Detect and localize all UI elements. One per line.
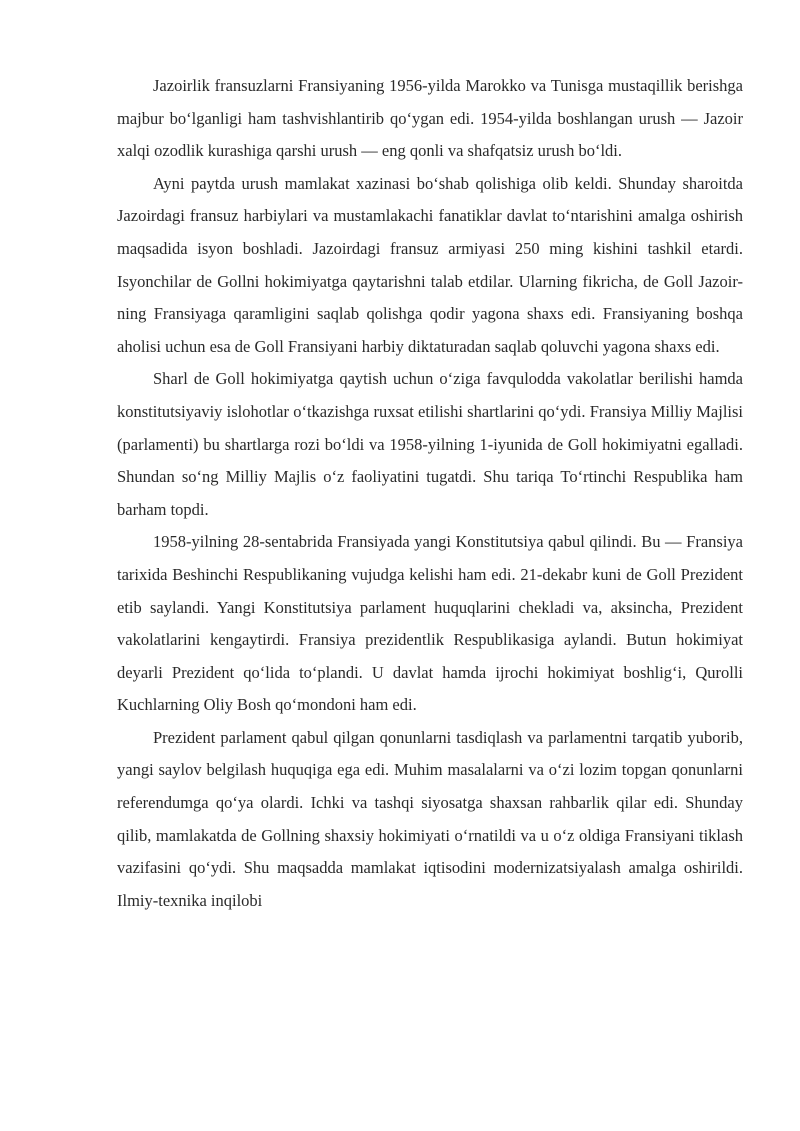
paragraph-military-revolt: Ayni paytda urush mamlakat xazinasi bo‘shab qolishiga olib keldi. Shunday sharoitda Jazoirdagi fransuz harbiylari va mustamlakachi fanatiklar davlat to‘ntarishini amalga oshirish maqsadida isyon boshladi. Jazoirdagi fransuz armiyasi 250 ming kishini tashkil etardi. Isyonchilar de Gollni hokimiyatga qaytarishni talab etdilar. Ularning fikricha, de Goll Jazoir- ning Fransiyaga qaramligini saqlab qolishga qodir yagona shaxs edi. Fransiyaning boshqa aholisi uchun esa de Goll Fransiyani harbiy diktaturadan saqlab qoluvchi yagona shaxs edi. [117, 173, 743, 356]
paragraph-fifth-republic: 1958-yilning 28-sentabrida Fransiyada yangi Konstitutsiya qabul qilindi. Bu — Fransiya tarixida Beshinchi Respublikaning vujudga kelishi ham edi. 21-dekabr kuni de Goll Prezident etib saylandi. Yangi Konstitutsiya parlament huquqlarini chekladi va, aksincha, Prezident vakolatlarini kengaytirdi. Fransiya prezidentlik Respublikasiga aylandi. Butun hokimiyat deyarli Prezident qo‘lida to‘plandi. U davlat hamda ijrochi hokimiyat boshlig‘i, Qurolli Kuchlarning Oliy Bosh qo‘mondoni ham edi. [117, 532, 743, 715]
paragraph-algerian-war: Jazoirlik fransuzlarni Fransiyaning 1956-yilda Marokko va Tunisga mustaqillik berishga majbur bo‘lganligi ham tashvishlantirib qo‘ygan edi. 1954-yilda boshlangan urush — Jazoir xalqi ozodlik kurashiga qarshi urush — eng qonli va shafqatsiz urush bo‘ldi. [117, 76, 743, 161]
paragraph-presidential-powers: Prezident parlament qabul qilgan qonunlarni tasdiqlash va parlamentni tarqatib yuborib, yangi saylov belgilash huquqiga ega edi. Muhim masalalarni va o‘zi lozim topgan qonunlarni referendumga qo‘ya olardi. Ichki va tashqi siyosatga shaxsan rahbarlik qilar edi. Shunday qilib, mamlakatda de Gollning shaxsiy hokimiyati o‘rnatildi va u o‘z oldiga Fransiyani tiklash vazifasini qo‘ydi. Shu maqsadda mamlakat iqtisodini modernizatsiyalash amalga oshirildi. Ilmiy-texnika inqilobi [117, 727, 743, 910]
document-page [117, 70, 743, 917]
paragraph-de-gaulle-returns: Sharl de Goll hokimiyatga qaytish uchun o‘ziga favqulodda vakolatlar berilishi hamda konstitutsiyaviy islohotlar o‘tkazishga ruxsat etilishi shartlarini qo‘ydi. Fransiya Milliy Majlisi (parlamenti) bu shartlarga rozi bo‘ldi va 1958-yilning 1-iyunida de Goll hokimiyatni egalladi. Shundan so‘ng Milliy Majlis o‘z faoliyatini tugatdi. Shu tariqa To‘rtinchi Respublika ham barham topdi. [117, 369, 743, 519]
